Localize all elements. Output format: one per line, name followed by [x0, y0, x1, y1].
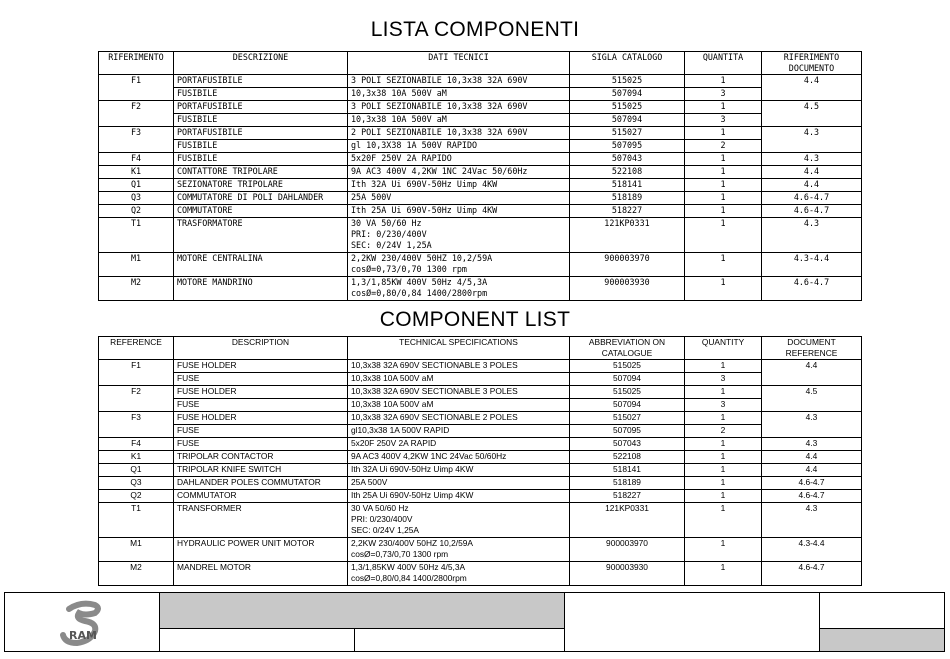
cell-reference: F3 [99, 412, 174, 438]
cell-technical-data: 1,3/1,85KW 400V 50Hz 4/5,3A cosØ=0,80/0,84 1400/2800rpm [348, 277, 570, 301]
cell-description: FUSE [174, 425, 348, 438]
table-row [99, 451, 862, 464]
cell-technical-data: 2 POLI SEZIONABILE 10,3x38 32A 690V [348, 127, 570, 140]
cell-catalogue-code: 507094 [570, 88, 685, 101]
cell-technical-data: gl10,3x38 1A 500V RAPID [348, 425, 570, 438]
header-technical-specifications: TECHNICAL SPECIFICATIONS [348, 337, 570, 360]
cell-description: PORTAFUSIBILE [174, 127, 348, 140]
cell-technical-data: Ith 25A Ui 690V-50Hz Uimp 4KW [348, 205, 570, 218]
field-corner-bottom [820, 629, 944, 651]
cell-reference: M1 [99, 538, 174, 562]
cell-catalogue-code: 507043 [570, 438, 685, 451]
header-riferimento: RIFERIMENTO [99, 52, 174, 75]
cell-catalogue-code: 515025 [570, 75, 685, 88]
header-dati-tecnici: DATI TECNICI [348, 52, 570, 75]
table-row [99, 140, 862, 153]
cell-catalogue-code: 507094 [570, 399, 685, 412]
cell-catalogue-code: 515027 [570, 127, 685, 140]
cell-technical-data: 25A 500V [348, 192, 570, 205]
cell-reference: F4 [99, 438, 174, 451]
cell-technical-data: 9A AC3 400V 4,2KW 1NC 24Vac 50/60Hz [348, 166, 570, 179]
cell-description: TRASFORMATORE [174, 218, 348, 253]
cell-technical-data: 10,3x38 32A 690V SECTIONABLE 3 POLES [348, 386, 570, 399]
table-row [99, 438, 862, 451]
cell-catalogue-code: 515025 [570, 360, 685, 373]
cell-description: TRIPOLAR CONTACTOR [174, 451, 348, 464]
cell-document-ref: 4.4 [762, 75, 862, 101]
table-row [99, 205, 862, 218]
italian-list-title: LISTA COMPONENTI [370, 18, 580, 41]
cell-document-ref: 4.6-4.7 [762, 477, 862, 490]
cell-quantity: 1 [685, 179, 762, 192]
cell-quantity: 1 [685, 386, 762, 399]
header-document-reference: DOCUMENT REFERENCE [762, 337, 862, 360]
cell-quantity: 1 [685, 277, 762, 301]
cell-document-ref: 4.6-4.7 [762, 490, 862, 503]
cell-reference: F2 [99, 386, 174, 412]
cell-reference: F4 [99, 153, 174, 166]
table-row [99, 101, 862, 114]
cell-reference: K1 [99, 166, 174, 179]
cell-technical-data: 2,2KW 230/400V 50HZ 10,2/59A cosØ=0,73/0,70 1300 rpm [348, 538, 570, 562]
cell-document-ref: 4.3 [762, 503, 862, 538]
cell-quantity: 3 [685, 88, 762, 101]
cell-quantity: 3 [685, 114, 762, 127]
cell-description: MOTORE CENTRALINA [174, 253, 348, 277]
cell-document-ref: 4.5 [762, 101, 862, 127]
logo-cell [5, 593, 160, 651]
cell-catalogue-code: 900003930 [570, 562, 685, 586]
cell-reference: Q3 [99, 192, 174, 205]
cell-quantity: 1 [685, 218, 762, 253]
table-row [99, 277, 862, 301]
cell-description: CONTATTORE TRIPOLARE [174, 166, 348, 179]
field-right-large [565, 593, 820, 651]
field-lower-middle [355, 629, 565, 651]
header-abbreviation-on-catalogue: ABBREVIATION ON CATALOGUE [570, 337, 685, 360]
cell-description: FUSE HOLDER [174, 412, 348, 425]
cell-description: FUSE HOLDER [174, 386, 348, 399]
cell-quantity: 1 [685, 153, 762, 166]
cell-document-ref: 4.6-4.7 [762, 277, 862, 301]
cell-description: FUSE [174, 373, 348, 386]
header-quantity: QUANTITY [685, 337, 762, 360]
cell-description: TRIPOLAR KNIFE SWITCH [174, 464, 348, 477]
cell-quantity: 3 [685, 399, 762, 412]
cell-catalogue-code: 507095 [570, 425, 685, 438]
table-row [99, 166, 862, 179]
table-row [99, 399, 862, 412]
cell-catalogue-code: 507094 [570, 373, 685, 386]
cell-technical-data: 2,2KW 230/400V 50HZ 10,2/59A cosØ=0,73/0,70 1300 rpm [348, 253, 570, 277]
cell-quantity: 1 [685, 438, 762, 451]
cell-document-ref: 4.3-4.4 [762, 538, 862, 562]
cell-document-ref: 4.5 [762, 386, 862, 412]
cell-technical-data: gl 10,3X38 1A 500V RAPIDO [348, 140, 570, 153]
cell-reference: Q2 [99, 205, 174, 218]
cell-document-ref: 4.3 [762, 438, 862, 451]
field-lower-left [160, 629, 355, 651]
cell-quantity: 1 [685, 192, 762, 205]
cell-catalogue-code: 515025 [570, 101, 685, 114]
cell-technical-data: 5x20F 250V 2A RAPID [348, 438, 570, 451]
cell-quantity: 1 [685, 464, 762, 477]
cell-reference: M2 [99, 562, 174, 586]
header-description: DESCRIPTION [174, 337, 348, 360]
cell-document-ref: 4.4 [762, 179, 862, 192]
cell-catalogue-code: 900003970 [570, 253, 685, 277]
company-logo-icon [55, 599, 115, 649]
cell-catalogue-code: 522108 [570, 451, 685, 464]
cell-description: TRANSFORMER [174, 503, 348, 538]
cell-quantity: 1 [685, 562, 762, 586]
cell-technical-data: 3 POLI SEZIONABILE 10,3x38 32A 690V [348, 75, 570, 88]
cell-quantity: 1 [685, 503, 762, 538]
table-row [99, 127, 862, 140]
cell-document-ref: 4.4 [762, 464, 862, 477]
cell-quantity: 2 [685, 425, 762, 438]
header-sigla-catalogo: SIGLA CATALOGO [570, 52, 685, 75]
table-row [99, 192, 862, 205]
cell-reference: F1 [99, 360, 174, 386]
cell-document-ref: 4.3 [762, 127, 862, 153]
table-row [99, 477, 862, 490]
italian-component-table [98, 51, 862, 301]
cell-reference: M2 [99, 277, 174, 301]
cell-technical-data: Ith 32A Ui 690V-50Hz Uimp 4KW [348, 464, 570, 477]
cell-quantity: 1 [685, 451, 762, 464]
cell-technical-data: 10,3x38 32A 690V SECTIONABLE 2 POLES [348, 412, 570, 425]
table-row [99, 538, 862, 562]
cell-document-ref: 4.6-4.7 [762, 192, 862, 205]
cell-description: FUSE [174, 438, 348, 451]
cell-catalogue-code: 518141 [570, 464, 685, 477]
cell-description: FUSIBILE [174, 140, 348, 153]
cell-reference: Q1 [99, 464, 174, 477]
table-row [99, 360, 862, 373]
title-field [160, 593, 565, 629]
cell-description: FUSIBILE [174, 153, 348, 166]
cell-quantity: 1 [685, 127, 762, 140]
cell-reference: M1 [99, 253, 174, 277]
cell-reference: Q2 [99, 490, 174, 503]
cell-technical-data: Ith 25A Ui 690V-50Hz Uimp 4KW [348, 490, 570, 503]
english-component-table [98, 336, 862, 586]
cell-quantity: 1 [685, 75, 762, 88]
cell-description: PORTAFUSIBILE [174, 75, 348, 88]
italian-table-body [99, 75, 862, 301]
cell-catalogue-code: 522108 [570, 166, 685, 179]
cell-reference: F3 [99, 127, 174, 153]
cell-quantity: 2 [685, 140, 762, 153]
cell-quantity: 1 [685, 490, 762, 503]
cell-document-ref: 4.3 [762, 218, 862, 253]
cell-catalogue-code: 518141 [570, 179, 685, 192]
cell-technical-data: 1,3/1,85KW 400V 50Hz 4/5,3A cosØ=0,80/0,84 1400/2800rpm [348, 562, 570, 586]
table-row [99, 218, 862, 253]
header-descrizione: DESCRIZIONE [174, 52, 348, 75]
table-row [99, 75, 862, 88]
cell-quantity: 1 [685, 101, 762, 114]
cell-catalogue-code: 518189 [570, 192, 685, 205]
cell-quantity: 1 [685, 412, 762, 425]
cell-description: DAHLANDER POLES COMMUTATOR [174, 477, 348, 490]
cell-catalogue-code: 515025 [570, 386, 685, 399]
cell-reference: Q1 [99, 179, 174, 192]
cell-description: COMMUTATOR [174, 490, 348, 503]
cell-quantity: 3 [685, 373, 762, 386]
cell-technical-data: 10,3x38 32A 690V SECTIONABLE 3 POLES [348, 360, 570, 373]
cell-quantity: 1 [685, 253, 762, 277]
header-riferimento-documento: RIFERIMENTO DOCUMENTO [762, 52, 862, 75]
cell-catalogue-code: 518227 [570, 490, 685, 503]
cell-quantity: 1 [685, 477, 762, 490]
cell-catalogue-code: 518227 [570, 205, 685, 218]
cell-description: SEZIONATORE TRIPOLARE [174, 179, 348, 192]
cell-document-ref: 4.6-4.7 [762, 562, 862, 586]
cell-document-ref: 4.6-4.7 [762, 205, 862, 218]
english-table-body [99, 360, 862, 586]
cell-document-ref: 4.4 [762, 451, 862, 464]
logo-text: RAM [69, 629, 97, 642]
table-row [99, 425, 862, 438]
table-row [99, 88, 862, 101]
cell-technical-data: 5x20F 250V 2A RAPIDO [348, 153, 570, 166]
cell-document-ref: 4.3 [762, 153, 862, 166]
cell-technical-data: 10,3x38 10A 500V aM [348, 114, 570, 127]
table-row [99, 464, 862, 477]
cell-document-ref: 4.4 [762, 360, 862, 386]
cell-description: FUSE HOLDER [174, 360, 348, 373]
cell-description: COMMUTATORE [174, 205, 348, 218]
cell-catalogue-code: 900003930 [570, 277, 685, 301]
cell-quantity: 1 [685, 538, 762, 562]
cell-description: PORTAFUSIBILE [174, 101, 348, 114]
cell-description: MOTORE MANDRINO [174, 277, 348, 301]
cell-reference: F2 [99, 101, 174, 127]
cell-technical-data: 30 VA 50/60 Hz PRI: 0/230/400V SEC: 0/24V 1,25A [348, 503, 570, 538]
cell-description: COMMUTATORE DI POLI DAHLANDER [174, 192, 348, 205]
cell-technical-data: 25A 500V [348, 477, 570, 490]
cell-technical-data: Ith 32A Ui 690V-50Hz Uimp 4KW [348, 179, 570, 192]
title-block [4, 592, 945, 652]
cell-document-ref: 4.3-4.4 [762, 253, 862, 277]
header-quantita: QUANTITA [685, 52, 762, 75]
cell-description: HYDRAULIC POWER UNIT MOTOR [174, 538, 348, 562]
cell-technical-data: 3 POLI SEZIONABILE 10,3x38 32A 690V [348, 101, 570, 114]
table-row [99, 179, 862, 192]
cell-catalogue-code: 518189 [570, 477, 685, 490]
cell-quantity: 1 [685, 205, 762, 218]
cell-catalogue-code: 507095 [570, 140, 685, 153]
cell-catalogue-code: 507094 [570, 114, 685, 127]
english-list-title: COMPONENT LIST [379, 308, 571, 331]
cell-catalogue-code: 515027 [570, 412, 685, 425]
cell-technical-data: 10,3x38 10A 500V aM [348, 88, 570, 101]
table-row [99, 386, 862, 399]
table-row [99, 490, 862, 503]
cell-reference: Q3 [99, 477, 174, 490]
cell-reference: K1 [99, 451, 174, 464]
cell-document-ref: 4.4 [762, 166, 862, 179]
cell-reference: T1 [99, 218, 174, 253]
table-row [99, 503, 862, 538]
cell-technical-data: 9A AC3 400V 4,2KW 1NC 24Vac 50/60Hz [348, 451, 570, 464]
cell-quantity: 1 [685, 360, 762, 373]
cell-reference: F1 [99, 75, 174, 101]
table-row [99, 412, 862, 425]
cell-catalogue-code: 507043 [570, 153, 685, 166]
cell-description: FUSIBILE [174, 114, 348, 127]
cell-technical-data: 10,3x38 10A 500V aM [348, 373, 570, 386]
table-row [99, 373, 862, 386]
cell-technical-data: 10,3x38 10A 500V aM [348, 399, 570, 412]
table-row [99, 153, 862, 166]
cell-description: FUSE [174, 399, 348, 412]
table-row [99, 253, 862, 277]
header-reference: REFERENCE [99, 337, 174, 360]
cell-technical-data: 30 VA 50/60 Hz PRI: 0/230/400V SEC: 0/24V 1,25A [348, 218, 570, 253]
cell-catalogue-code: 121KP0331 [570, 503, 685, 538]
cell-document-ref: 4.3 [762, 412, 862, 438]
cell-quantity: 1 [685, 166, 762, 179]
table-row [99, 562, 862, 586]
cell-description: MANDREL MOTOR [174, 562, 348, 586]
table-row [99, 114, 862, 127]
cell-description: FUSIBILE [174, 88, 348, 101]
cell-reference: T1 [99, 503, 174, 538]
cell-catalogue-code: 900003970 [570, 538, 685, 562]
cell-catalogue-code: 121KP0331 [570, 218, 685, 253]
field-corner-top [820, 593, 944, 629]
